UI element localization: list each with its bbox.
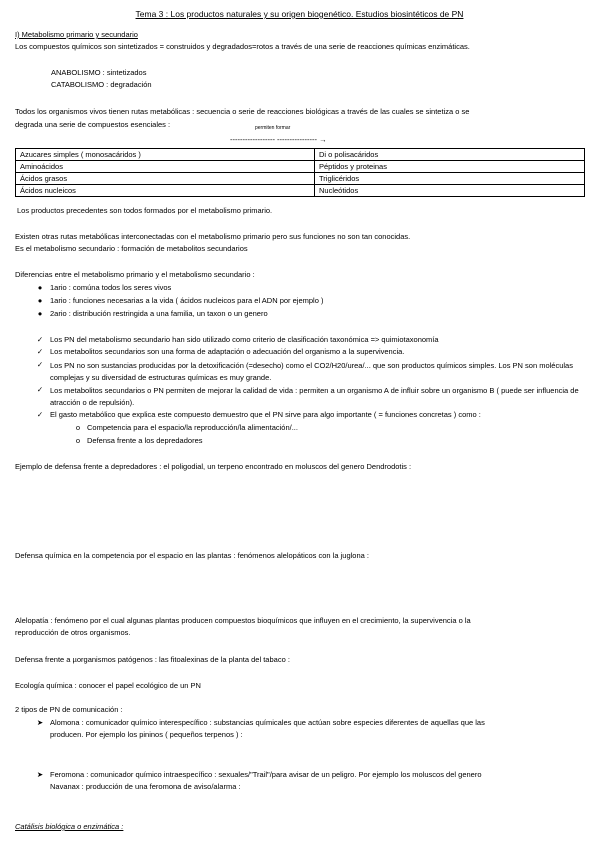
table-cell: Aminoácidos (16, 161, 315, 173)
table-cell: Péptidos y proteinas (315, 161, 585, 173)
list-item: Los metabolitos secundarios o PN permiten de mejorar la calidad de vida : permiten a un organismo A de influir sobre un organismo B ( puede ser influencia de atracción o de repulsión). (50, 386, 579, 407)
ejemplo-defensa-text: Ejemplo de defensa frente a depredadores : el poligodial, un terpeno encontrado en moluscos del genero Dendrodotis : (15, 462, 412, 471)
permiten-note: permiten formar (255, 125, 291, 131)
table-cell: Azucares simples ( monosacáridos ) (16, 149, 315, 161)
intro-text: Los compuestos químicos son sintetizados = construidos y degradados=rotos a través de una serie de reacciones químicas enzimáticas. (15, 42, 470, 51)
secundario-text: Es el metabolismo secundario : formación de metabolitos secundarios (15, 244, 248, 253)
list-item: Defensa frente a los depredadores (87, 436, 203, 445)
alelopatia-text-1: Alelopatía : fenómeno por el cual algunas plantas producen compuestos bioquímicos que influyen en el crecimiento, la supervivencia o la (15, 616, 471, 625)
diferencias-text: Diferencias entre el metabolismo primario y el metabolismo secundario : (15, 270, 255, 279)
anabolismo-text: ANABOLISMO : sintetizados (51, 68, 147, 77)
list-item: Los metabolitos secundarios son una forma de adaptación o adecuación del organismo a la supervivencia. (50, 347, 405, 356)
otras-rutas-text: Existen otras rutas metabólicas interconectadas con el metabolismo primario pero sus funciones no son tan conocidas. (15, 232, 411, 241)
ecologia-text: Ecología química : conocer el papel ecológico de un PN (15, 681, 201, 690)
compounds-table (15, 148, 585, 197)
after-table-text: Los productos precedentes son todos formados por el metabolismo primario. (17, 206, 273, 215)
bullet-icon: ● (37, 309, 43, 318)
bullet-icon: ● (37, 283, 43, 292)
table-row (16, 185, 585, 197)
list-item: El gasto metabólico que explica este compuesto demuestro que el PN sirve para algo importante ( = funciones concretas ) como : (50, 410, 481, 419)
table-cell: Nucleótidos (315, 185, 585, 197)
rutas-text-2: degrada una serie de compuestos esenciales : (15, 120, 171, 129)
sub-bullet-icon: o (75, 436, 81, 445)
patogenos-text: Defensa frente a µorganismos patógenos : las fitoalexinas de la planta del tabaco : (15, 655, 290, 664)
arrow-bullet-icon: ➤ (36, 770, 44, 779)
list-item: 1ario : comúna todos los seres vivos (50, 283, 172, 292)
list-item: 1ario : funciones necesarias a la vida ( ácidos nucleicos para el ADN por ejemplo ) (50, 296, 324, 305)
catabolismo-text: CATABOLISMO : degradación (51, 80, 152, 89)
catalisis-heading: Catálisis biológica o enzimática : (15, 822, 124, 831)
feromona-text-1: Feromona : comunicador químico intraespecífico : sexuales/"Trail"/para avisar de un peligro. Por ejemplo los moluscos del genero (50, 770, 482, 779)
sub-bullet-icon: o (75, 423, 81, 432)
check-icon: ✓ (36, 335, 44, 344)
rutas-text-1: Todos los organismos vivos tienen rutas metabólicas : secuencia o serie de reacciones biológicas a través de las cuales se sintetiza o se (15, 107, 470, 116)
table-row (16, 173, 585, 185)
check-icon: ✓ (36, 347, 44, 356)
check-icon: ✓ (36, 410, 44, 419)
section-heading: I) Metabolismo primario y secundario (15, 30, 138, 39)
defensa-quimica-text: Defensa química en la competencia por el espacio en las plantas : fenómenos alelopáticos con la juglona : (15, 551, 369, 560)
list-item: Los PN no son sustancias producidas por la detoxificación (=desecho) como el CO2/H20/urea/... que son productos químicos simples. Los PN son moléculas complejas y su diversidad de estructuras químicas es muy grande. (50, 361, 573, 382)
table-row (16, 161, 585, 173)
table-row (16, 149, 585, 161)
page-title: Tema 3 : Los productos naturales y su origen biogenético. Estudios biosintéticos de PN (135, 9, 464, 19)
tipos-text: 2 tipos de PN de comunicación : (15, 705, 123, 714)
list-item: Competencia para el espacio/la reproducción/la alimentación/... (87, 423, 298, 432)
arrow-line: ------------------ ---------------- → (230, 135, 327, 144)
check-icon: ✓ (36, 385, 44, 394)
check-icon: ✓ (36, 360, 44, 369)
feromona-text-2: Navanax : producción de una feromona de aviso/alarma : (50, 782, 241, 791)
bullet-icon: ● (37, 296, 43, 305)
alomona-text-1: Alomona : comunicador químico interespecífico : substancias químicales que actúan sobre especies diferentes de aquellas que las (50, 718, 485, 727)
table-cell: Di o polisacáridos (315, 149, 585, 161)
alelopatia-text-2: reproducción de otros organismos. (15, 628, 131, 637)
list-item: Los PN del metabolismo secundario han sido utilizado como criterio de clasificación taxonómica => quimiotaxonomía (50, 335, 439, 344)
alomona-text-2: producen. Por ejemplo los pininos ( pequeños terpenos ) : (50, 730, 243, 739)
table-cell: Ácidos grasos (16, 173, 315, 185)
arrow-bullet-icon: ➤ (36, 718, 44, 727)
table-cell: Ácidos nucleicos (16, 185, 315, 197)
list-item: 2ario : distribución restringida a una familia, un taxon o un genero (50, 309, 268, 318)
table-cell: Triglicéridos (315, 173, 585, 185)
